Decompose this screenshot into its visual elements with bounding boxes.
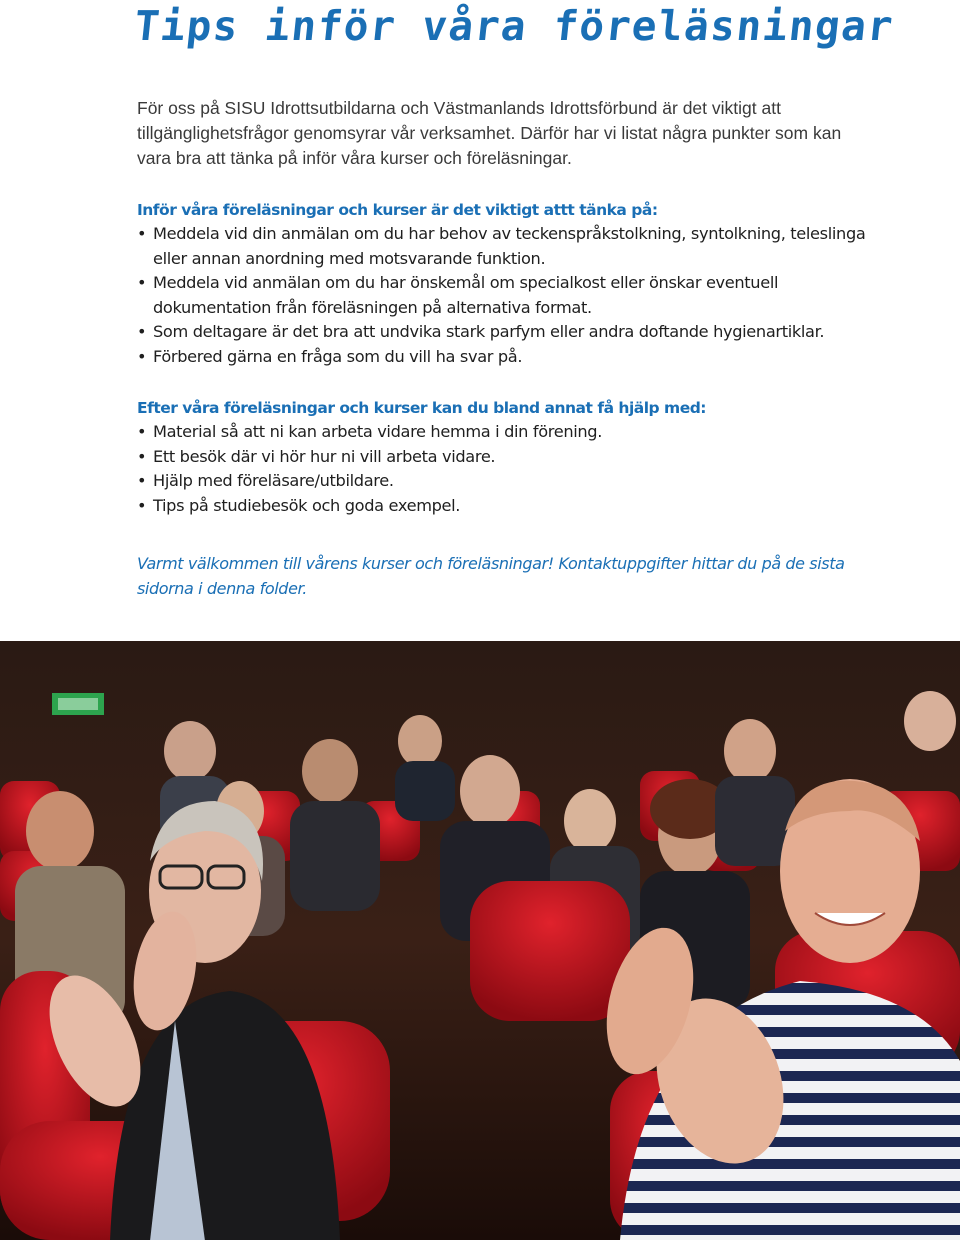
after-list xyxy=(137,420,897,518)
list-item: • Meddela vid din anmälan om du har behov av teckenspråkstolkning, syntolkning, teleslinga eller annan anordning med motsvarande funktion. xyxy=(137,222,897,271)
list-item: • Tips på studiebesök och goda exempel. xyxy=(137,494,897,519)
list-item: • Hjälp med föreläsare/utbildare. xyxy=(137,469,897,494)
intro-paragraph: För oss på SISU Idrottsutbildarna och Västmanlands Idrottsförbund är det viktigt att tillgänglighetsfrågor genomsyrar vår verksamhet. Därför har vi listat några punkter som kan vara bra att tänka på inför våra kurser och föreläsningar. xyxy=(137,98,842,168)
after-heading: Efter våra föreläsningar och kurser kan du bland annat få hjälp med: xyxy=(137,399,706,417)
page-title: Tips inför våra föreläsningar xyxy=(131,2,897,50)
before-heading: Inför våra föreläsningar och kurser är det viktigt attt tänka på: xyxy=(137,201,658,219)
list-item: • Meddela vid anmälan om du har önskemål om specialkost eller önskar eventuell dokumentation från föreläsningen på alternativa format. xyxy=(137,271,897,320)
list-item: • Ett besök där vi hör hur ni vill arbeta vidare. xyxy=(137,445,897,470)
before-list xyxy=(137,222,897,370)
list-item: • Som deltagare är det bra att undvika stark parfym eller andra doftande hygienartiklar. xyxy=(137,320,897,345)
closing-note: Varmt välkommen till vårens kurser och föreläsningar! Kontaktuppgifter hittar du på de sista sidorna i denna folder. xyxy=(137,554,845,598)
list-item: • Förbered gärna en fråga som du vill ha svar på. xyxy=(137,345,897,370)
audience-photo xyxy=(0,641,960,1240)
list-item: • Material så att ni kan arbeta vidare hemma i din förening. xyxy=(137,420,897,445)
